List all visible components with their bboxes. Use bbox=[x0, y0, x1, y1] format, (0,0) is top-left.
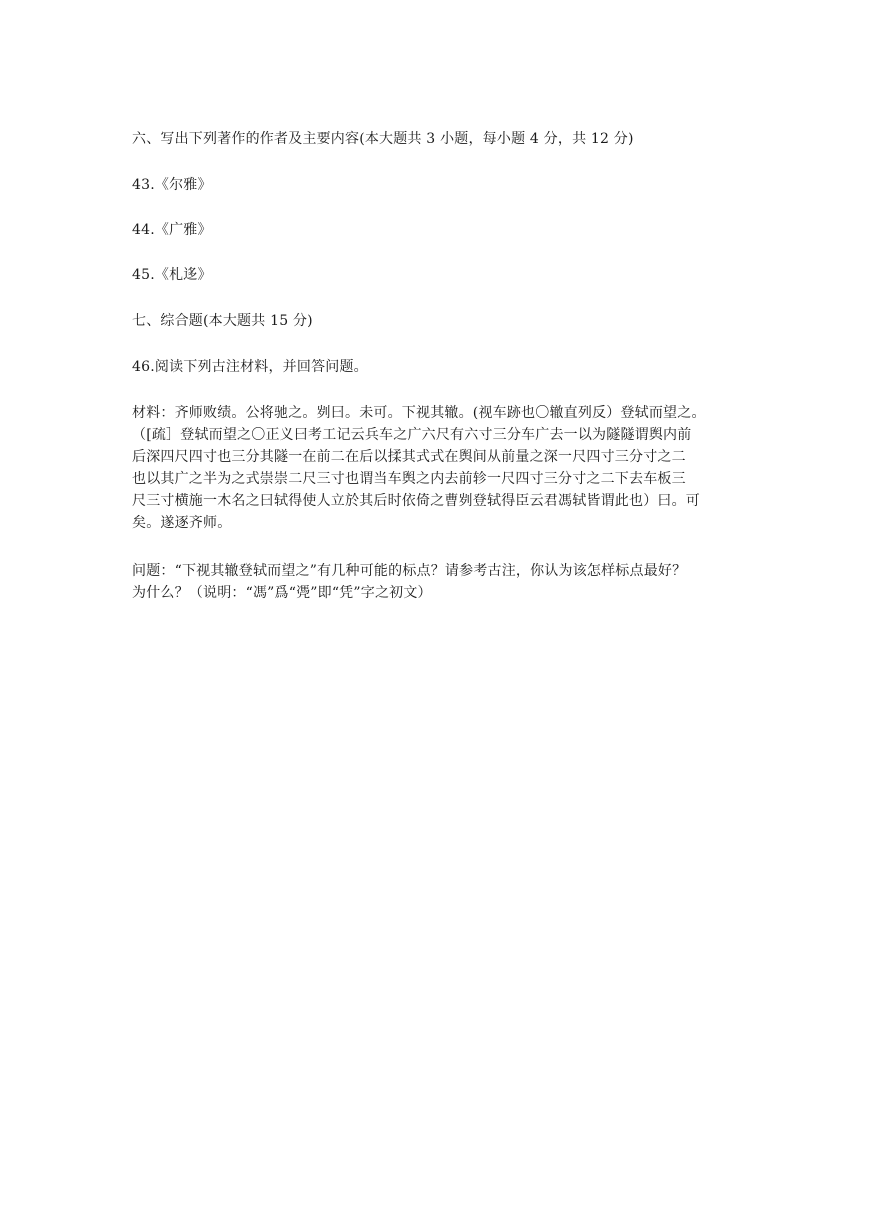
question-line: 为什么？（说明：“馮”爲“凴”即“凭”字之初文） bbox=[132, 585, 432, 601]
section-six-heading: 六、写出下列著作的作者及主要内容(本大题共 3 小题，每小题 4 分，共 12 分) bbox=[132, 131, 634, 147]
material-paragraph bbox=[132, 402, 744, 534]
question-46-intro: 46.阅读下列古注材料，并回答问题。 bbox=[132, 359, 368, 375]
section-seven-heading: 七、综合题(本大题共 15 分) bbox=[132, 313, 313, 329]
item-45: 45.《札迻》 bbox=[132, 267, 212, 283]
material-line: 也以其广之半为之式崇崇二尺三寸也谓当车舆之内去前轸一尺四寸三分寸之二下去车板三 bbox=[132, 471, 686, 487]
question-paragraph bbox=[132, 560, 744, 604]
material-line: 尺三寸横施一木名之曰轼得使人立於其后时依倚之曹刿登轼得臣云君馮轼皆谓此也）曰。可 bbox=[132, 493, 700, 509]
item-43: 43.《尔雅》 bbox=[132, 177, 212, 193]
material-line: 矣。遂逐齐师。 bbox=[132, 515, 232, 531]
material-line: （[疏］登轼而望之〇正义曰考工记云兵车之广六尺有六寸三分车广去一以为隧隧谓舆内前 bbox=[132, 427, 692, 443]
material-line: 后深四尺四寸也三分其隧一在前二在后以揉其式式在舆间从前量之深一尺四寸三分寸之二 bbox=[132, 449, 686, 465]
item-44: 44.《广雅》 bbox=[132, 222, 212, 238]
question-line: 问题：“下视其辙登轼而望之”有几种可能的标点？请参考古注，你认为该怎样标点最好？ bbox=[132, 563, 687, 579]
material-line: 材料：齐师败绩。公将驰之。刿曰。未可。下视其辙。(视车跡也〇辙直列反）登轼而望之。 bbox=[132, 405, 706, 421]
